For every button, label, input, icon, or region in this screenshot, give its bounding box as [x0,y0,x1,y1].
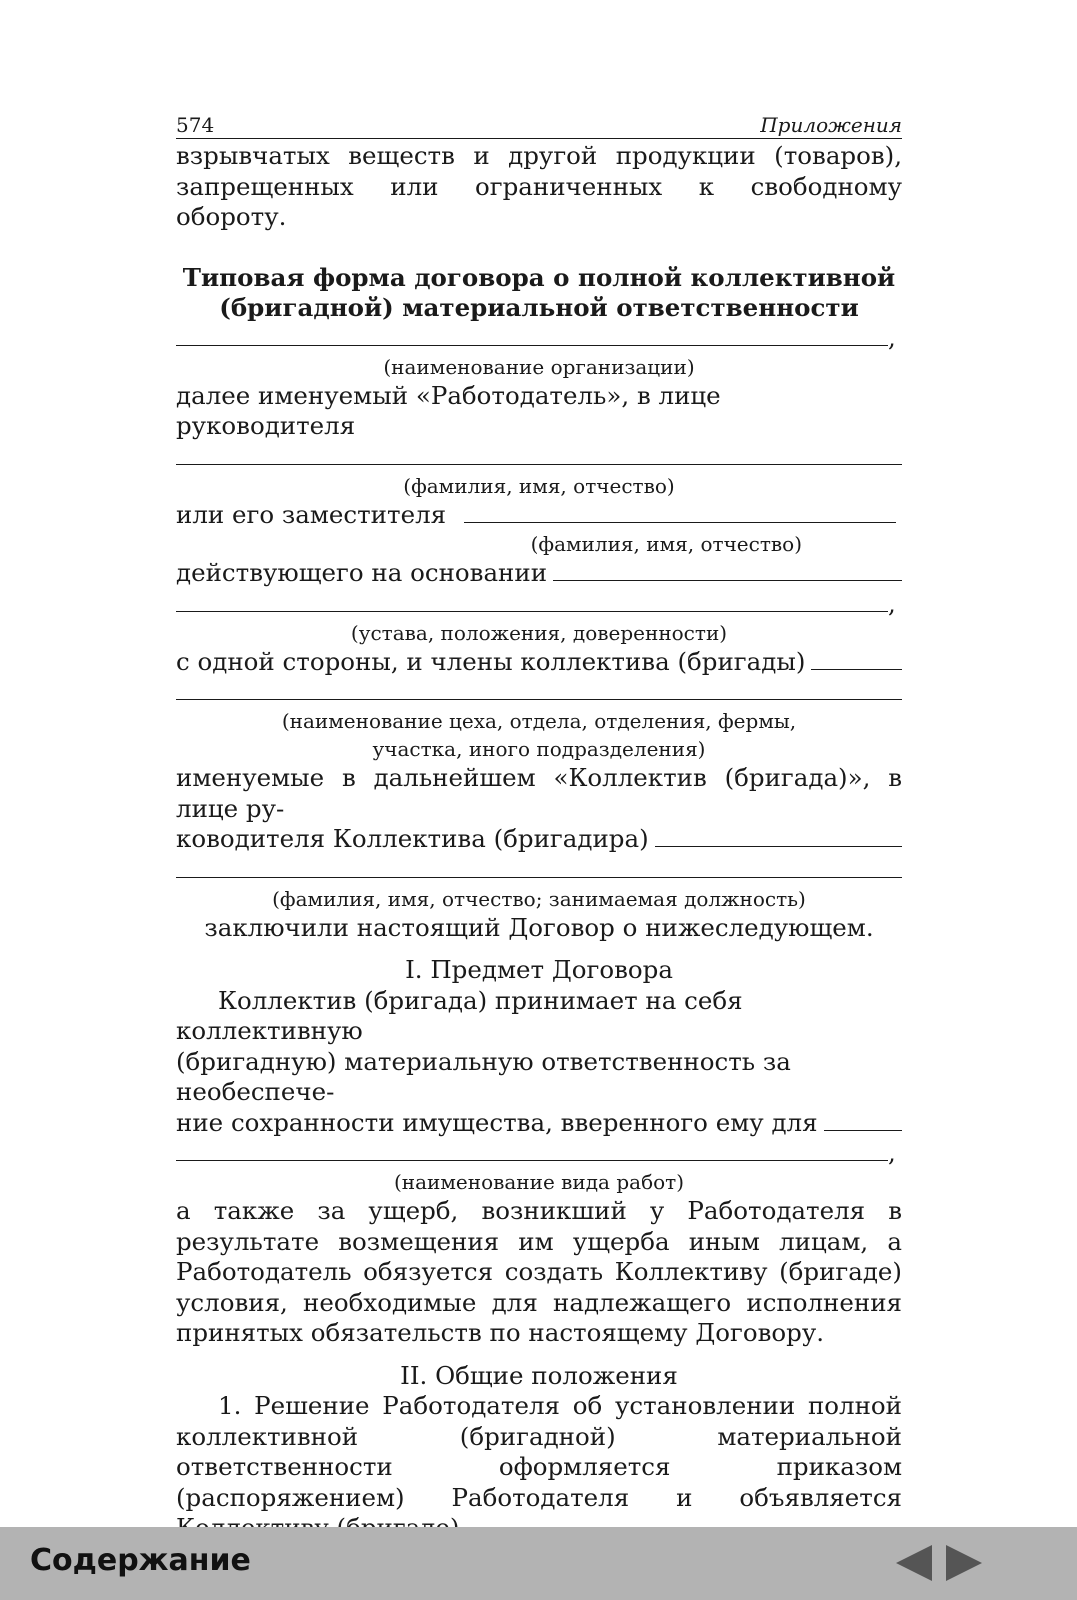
blank-field [176,589,888,612]
blank-line-fio [176,442,902,472]
page-number: 574 [176,113,215,137]
employer-text: далее именуемый «Работодатель», в лице руководителя [176,380,721,440]
blank-line-leader [176,855,902,885]
blank-field [811,647,902,670]
basis-text: действующего на основании [176,558,548,587]
blank-line-organization [176,323,902,353]
blank-line-unit [176,677,902,707]
collective-line [176,647,902,678]
caption-unit-2: участка, иного подразделения) [372,737,706,761]
title-line-2: (бригадной) материальной ответственности [219,292,859,322]
caption-unit-1: (наименование цеха, отдела, отделения, фермы, [281,709,797,733]
section-1-paragraph: а также за ущерб, возникший у Работодателя в результате возмещения им ущерба иным лицам, а Работодатель обязуется создать Коллективу (бригаде) условия, необходимые для надлежащего исполнения принятых обязательств по настоящему Договору. [176,1196,902,1347]
leader-line [176,824,902,855]
caption-organization: (наименование организации) [383,354,695,379]
caption-leader: (фамилия, имя, отчество; занимаемая должность) [272,886,806,911]
named-line-1: именуемые в дальнейшем «Коллектив (бригада)», в лице ру- [176,763,902,823]
leader-text: ководителя Коллектива (бригадира) [176,824,649,853]
blank-field [176,1138,888,1161]
blank-field [176,442,902,465]
intro-paragraph: взрывчатых веществ и другой продукции (товаров), запрещенных или ограниченных к свободному обороту. [176,141,902,231]
caption-fio-2: (фамилия, имя, отчество) [530,532,802,556]
running-header [176,112,902,139]
concluded-text: заключили настоящий Договор о нижеследующем. [204,912,874,942]
section-1-line-2: (бригадную) материальную ответственность за необеспече- [176,1046,791,1106]
comma: , [888,588,896,618]
document-page [176,112,902,1544]
triangle-right-icon[interactable] [944,1543,984,1583]
employer-line [176,381,902,442]
section-1-line-1: Коллектив (бригада) принимает на себя коллективную [176,985,743,1045]
deputy-line [176,500,902,531]
blank-field [553,558,902,581]
blank-field [655,824,902,847]
section-1-line-3-text: ние сохранности имущества, вверенного ему для [176,1107,818,1137]
blank-field [824,1108,902,1131]
section-2-paragraph: 1. Решение Работодателя об установлении полной коллективной (бригадной) материальной ответственности оформляется приказом (распоряжением) Работодателя и объявляется [176,1391,902,1512]
blank-field [176,323,888,346]
blank-line-work [176,1138,902,1168]
basis-line [176,558,902,589]
blank-line-basis [176,589,902,619]
comma: , [888,322,896,352]
contents-link[interactable]: Содержание [30,1543,251,1578]
title-line-1: Типовая форма договора о полной коллективной [182,262,896,292]
blank-field [464,500,896,523]
collective-text: с одной стороны, и члены коллектива (бригады) [176,646,806,676]
section-title: Приложения [760,113,902,137]
triangle-left-icon[interactable] [894,1543,934,1583]
caption-work: (наименование вида работ) [393,1170,685,1194]
caption-fio-1: (фамилия, имя, отчество) [403,473,675,498]
blank-field [176,677,902,700]
caption-basis: (устава, положения, доверенности) [350,620,728,645]
section-1-heading: I. Предмет Договора [405,955,673,984]
section-2-heading: II. Общие положения [400,1360,678,1390]
section-1-line-3 [176,1108,902,1139]
document-title [176,263,902,323]
comma: , [888,1138,896,1167]
blank-field [176,855,902,878]
deputy-text: или его заместителя [176,499,447,529]
bottom-navigation-bar [0,1527,1077,1600]
